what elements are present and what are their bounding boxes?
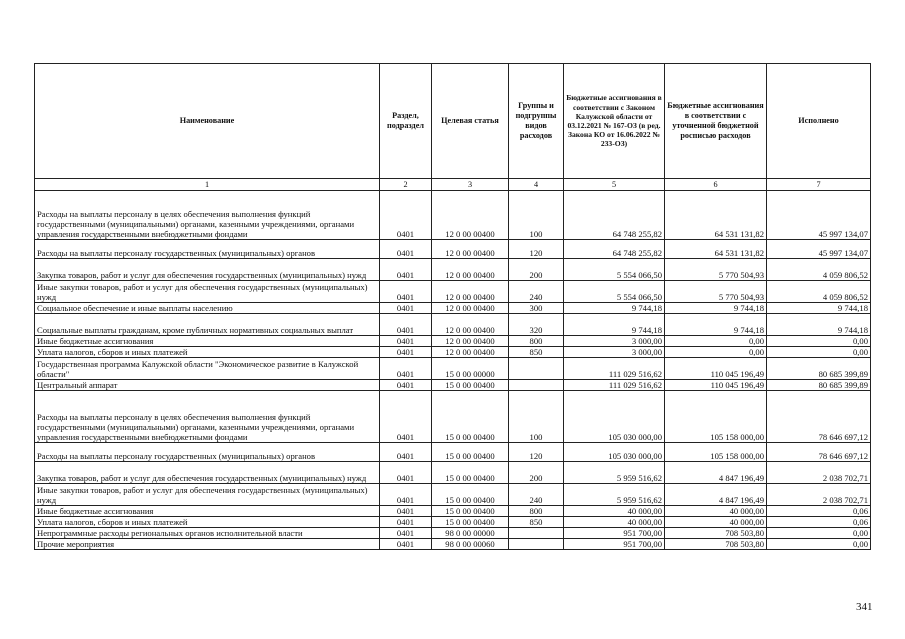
header-executed: Исполнено [767, 64, 871, 179]
header-row [35, 64, 871, 179]
row-target: 15 0 00 00400 [432, 380, 509, 391]
row-section: 0401 [380, 347, 432, 358]
row-name: Уплата налогов, сборов и иных платежей [35, 517, 380, 528]
row-name: Закупка товаров, работ и услуг для обеспечения государственных (муниципальных) нужд [35, 259, 380, 281]
row-executed-amount: 4 059 806,52 [767, 259, 871, 281]
row-group: 200 [509, 259, 564, 281]
row-target: 12 0 00 00400 [432, 336, 509, 347]
table-row [35, 506, 871, 517]
row-refined-amount: 5 770 504,93 [665, 281, 767, 303]
row-executed-amount: 0,06 [767, 506, 871, 517]
budget-table [34, 63, 871, 550]
row-target: 12 0 00 00400 [432, 191, 509, 240]
row-target: 12 0 00 00400 [432, 240, 509, 259]
row-section: 0401 [380, 484, 432, 506]
header-name: Наименование [35, 64, 380, 179]
row-law-amount: 951 700,00 [564, 539, 665, 550]
row-executed-amount: 9 744,18 [767, 314, 871, 336]
row-executed-amount: 80 685 399,89 [767, 358, 871, 380]
row-refined-amount: 5 770 504,93 [665, 259, 767, 281]
row-target: 15 0 00 00400 [432, 443, 509, 462]
row-target: 98 0 00 00060 [432, 539, 509, 550]
row-target: 12 0 00 00400 [432, 281, 509, 303]
row-law-amount: 9 744,18 [564, 314, 665, 336]
row-law-amount: 111 029 516,62 [564, 358, 665, 380]
table-row [35, 240, 871, 259]
column-number-row [35, 179, 871, 191]
row-executed-amount: 78 646 697,12 [767, 443, 871, 462]
table-row [35, 347, 871, 358]
row-target: 98 0 00 00000 [432, 528, 509, 539]
row-section: 0401 [380, 303, 432, 314]
row-law-amount: 64 748 255,82 [564, 240, 665, 259]
row-group [509, 528, 564, 539]
row-refined-amount: 64 531 131,82 [665, 191, 767, 240]
row-section: 0401 [380, 336, 432, 347]
column-number: 3 [432, 179, 509, 191]
row-executed-amount: 0,00 [767, 336, 871, 347]
row-law-amount: 9 744,18 [564, 303, 665, 314]
header-groups: Группы и подгруппы видов расходов [509, 64, 564, 179]
row-name: Государственная программа Калужской области "Экономическое развитие в Калужской области" [35, 358, 380, 380]
row-name: Уплата налогов, сборов и иных платежей [35, 347, 380, 358]
header-section: Раздел, подраздел [380, 64, 432, 179]
row-section: 0401 [380, 506, 432, 517]
row-group [509, 358, 564, 380]
row-target: 15 0 00 00400 [432, 462, 509, 484]
row-section: 0401 [380, 462, 432, 484]
row-name: Расходы на выплаты персоналу в целях обеспечения выполнения функций государственными (муниципальными) органами, казенными учреждениями, органами управления государственными внебюджетными фондами [35, 391, 380, 443]
header-target: Целевая статья [432, 64, 509, 179]
row-law-amount: 111 029 516,62 [564, 380, 665, 391]
column-number: 5 [564, 179, 665, 191]
row-refined-amount: 64 531 131,82 [665, 240, 767, 259]
row-section: 0401 [380, 358, 432, 380]
row-group: 100 [509, 391, 564, 443]
row-target: 15 0 00 00400 [432, 517, 509, 528]
row-executed-amount: 9 744,18 [767, 303, 871, 314]
row-section: 0401 [380, 443, 432, 462]
row-executed-amount: 2 038 702,71 [767, 484, 871, 506]
row-group: 240 [509, 484, 564, 506]
row-name: Закупка товаров, работ и услуг для обеспечения государственных (муниципальных) нужд [35, 462, 380, 484]
column-number: 7 [767, 179, 871, 191]
row-target: 12 0 00 00400 [432, 303, 509, 314]
table-row [35, 281, 871, 303]
table-row [35, 380, 871, 391]
row-refined-amount: 9 744,18 [665, 303, 767, 314]
row-executed-amount: 45 997 134,07 [767, 240, 871, 259]
row-target: 15 0 00 00400 [432, 391, 509, 443]
row-group: 320 [509, 314, 564, 336]
row-refined-amount: 0,00 [665, 347, 767, 358]
row-group: 100 [509, 191, 564, 240]
row-name: Расходы на выплаты персоналу государственных (муниципальных) органов [35, 240, 380, 259]
row-target: 15 0 00 00000 [432, 358, 509, 380]
row-refined-amount: 110 045 196,49 [665, 380, 767, 391]
row-target: 12 0 00 00400 [432, 314, 509, 336]
row-group: 850 [509, 517, 564, 528]
row-section: 0401 [380, 240, 432, 259]
row-name: Социальное обеспечение и иные выплаты населению [35, 303, 380, 314]
table-row [35, 517, 871, 528]
row-law-amount: 5 959 516,62 [564, 484, 665, 506]
table-body [35, 191, 871, 550]
row-refined-amount: 40 000,00 [665, 506, 767, 517]
row-refined-amount: 105 158 000,00 [665, 443, 767, 462]
row-section: 0401 [380, 380, 432, 391]
row-executed-amount: 0,00 [767, 528, 871, 539]
header-refined: Бюджетные ассигнования в соответствии с уточненной бюджетной росписью расходов [665, 64, 767, 179]
row-section: 0401 [380, 191, 432, 240]
table-row [35, 484, 871, 506]
row-group: 800 [509, 506, 564, 517]
row-law-amount: 3 000,00 [564, 347, 665, 358]
row-refined-amount: 0,00 [665, 336, 767, 347]
row-executed-amount: 45 997 134,07 [767, 191, 871, 240]
row-refined-amount: 9 744,18 [665, 314, 767, 336]
table-row [35, 303, 871, 314]
row-executed-amount: 4 059 806,52 [767, 281, 871, 303]
table-row [35, 336, 871, 347]
row-executed-amount: 0,06 [767, 517, 871, 528]
row-executed-amount: 78 646 697,12 [767, 391, 871, 443]
row-law-amount: 40 000,00 [564, 517, 665, 528]
table-row [35, 539, 871, 550]
table-row [35, 462, 871, 484]
row-law-amount: 64 748 255,82 [564, 191, 665, 240]
row-law-amount: 3 000,00 [564, 336, 665, 347]
row-section: 0401 [380, 391, 432, 443]
row-group: 300 [509, 303, 564, 314]
row-target: 12 0 00 00400 [432, 347, 509, 358]
header-law: Бюджетные ассигнования в соответствии с Законом Калужской области от 03.12.2021 № 167-ОЗ (в ред. Закона КО от 16.06.2022 № 233-ОЗ) [564, 64, 665, 179]
row-refined-amount: 708 503,80 [665, 528, 767, 539]
row-name: Иные бюджетные ассигнования [35, 506, 380, 517]
table-row [35, 358, 871, 380]
row-law-amount: 951 700,00 [564, 528, 665, 539]
row-group: 120 [509, 240, 564, 259]
column-number: 4 [509, 179, 564, 191]
row-executed-amount: 80 685 399,89 [767, 380, 871, 391]
column-number: 1 [35, 179, 380, 191]
row-refined-amount: 708 503,80 [665, 539, 767, 550]
row-name: Центральный аппарат [35, 380, 380, 391]
row-group: 800 [509, 336, 564, 347]
row-group [509, 539, 564, 550]
row-section: 0401 [380, 281, 432, 303]
row-name: Иные закупки товаров, работ и услуг для обеспечения государственных (муниципальных) нужд [35, 484, 380, 506]
table-row [35, 528, 871, 539]
row-group [509, 380, 564, 391]
row-section: 0401 [380, 259, 432, 281]
row-executed-amount: 0,00 [767, 539, 871, 550]
row-law-amount: 5 959 516,62 [564, 462, 665, 484]
table-row [35, 314, 871, 336]
row-executed-amount: 2 038 702,71 [767, 462, 871, 484]
table-row [35, 191, 871, 240]
row-group: 850 [509, 347, 564, 358]
table-row [35, 259, 871, 281]
row-name: Непрограммные расходы региональных органов исполнительной власти [35, 528, 380, 539]
row-law-amount: 5 554 066,50 [564, 281, 665, 303]
row-name: Социальные выплаты гражданам, кроме публичных нормативных социальных выплат [35, 314, 380, 336]
row-target: 15 0 00 00400 [432, 506, 509, 517]
row-name: Расходы на выплаты персоналу государственных (муниципальных) органов [35, 443, 380, 462]
row-section: 0401 [380, 539, 432, 550]
row-name: Расходы на выплаты персоналу в целях обеспечения выполнения функций государственными (муниципальными) органами, казенными учреждениями, органами управления государственными внебюджетными фондами [35, 191, 380, 240]
column-number: 6 [665, 179, 767, 191]
row-section: 0401 [380, 528, 432, 539]
row-group: 240 [509, 281, 564, 303]
row-law-amount: 105 030 000,00 [564, 443, 665, 462]
row-section: 0401 [380, 314, 432, 336]
table-row [35, 443, 871, 462]
row-group: 200 [509, 462, 564, 484]
row-section: 0401 [380, 517, 432, 528]
table-row [35, 391, 871, 443]
row-name: Прочие мероприятия [35, 539, 380, 550]
page-number: 341 [856, 601, 873, 613]
row-refined-amount: 110 045 196,49 [665, 358, 767, 380]
row-refined-amount: 105 158 000,00 [665, 391, 767, 443]
row-group: 120 [509, 443, 564, 462]
row-law-amount: 40 000,00 [564, 506, 665, 517]
row-refined-amount: 4 847 196,49 [665, 462, 767, 484]
row-law-amount: 5 554 066,50 [564, 259, 665, 281]
row-refined-amount: 4 847 196,49 [665, 484, 767, 506]
row-name: Иные закупки товаров, работ и услуг для обеспечения государственных (муниципальных) нужд [35, 281, 380, 303]
row-refined-amount: 40 000,00 [665, 517, 767, 528]
row-executed-amount: 0,00 [767, 347, 871, 358]
row-target: 15 0 00 00400 [432, 484, 509, 506]
column-number: 2 [380, 179, 432, 191]
row-target: 12 0 00 00400 [432, 259, 509, 281]
row-name: Иные бюджетные ассигнования [35, 336, 380, 347]
row-law-amount: 105 030 000,00 [564, 391, 665, 443]
